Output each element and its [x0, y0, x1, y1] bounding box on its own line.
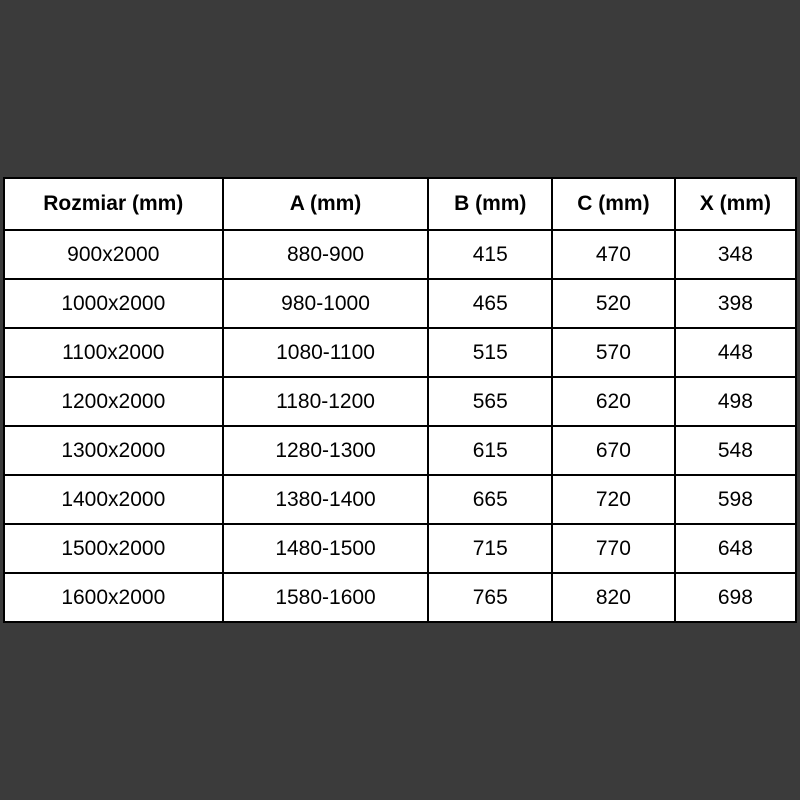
- table-cell: 1100x2000: [4, 328, 223, 377]
- table-cell: 900x2000: [4, 230, 223, 279]
- column-header: B (mm): [428, 178, 552, 230]
- table-cell: 415: [428, 230, 552, 279]
- table-cell: 1080-1100: [223, 328, 429, 377]
- table-cell: 470: [552, 230, 675, 279]
- table-cell: 548: [675, 426, 796, 475]
- table-body: [4, 230, 796, 622]
- table-cell: 698: [675, 573, 796, 622]
- table-cell: 565: [428, 377, 552, 426]
- table-cell: 1600x2000: [4, 573, 223, 622]
- table-cell: 648: [675, 524, 796, 573]
- table-cell: 980-1000: [223, 279, 429, 328]
- table-cell: 1500x2000: [4, 524, 223, 573]
- table-cell: 770: [552, 524, 675, 573]
- table-cell: 448: [675, 328, 796, 377]
- table-cell: 715: [428, 524, 552, 573]
- column-header: A (mm): [223, 178, 429, 230]
- table-row: [4, 524, 796, 573]
- table-row: [4, 377, 796, 426]
- table-cell: 515: [428, 328, 552, 377]
- table-row: [4, 475, 796, 524]
- table-cell: 1580-1600: [223, 573, 429, 622]
- table-header-row: [4, 178, 796, 230]
- size-spec-table-container: [3, 177, 797, 618]
- table-row: [4, 426, 796, 475]
- table-row: [4, 328, 796, 377]
- table-cell: 498: [675, 377, 796, 426]
- table-cell: 880-900: [223, 230, 429, 279]
- table-cell: 670: [552, 426, 675, 475]
- table-cell: 1480-1500: [223, 524, 429, 573]
- table-cell: 1000x2000: [4, 279, 223, 328]
- size-spec-table: [3, 177, 797, 623]
- column-header: X (mm): [675, 178, 796, 230]
- table-cell: 720: [552, 475, 675, 524]
- table-cell: 1280-1300: [223, 426, 429, 475]
- table-cell: 1180-1200: [223, 377, 429, 426]
- table-cell: 598: [675, 475, 796, 524]
- table-row: [4, 230, 796, 279]
- table-cell: 1380-1400: [223, 475, 429, 524]
- table-cell: 615: [428, 426, 552, 475]
- column-header: Rozmiar (mm): [4, 178, 223, 230]
- table-cell: 1300x2000: [4, 426, 223, 475]
- table-cell: 570: [552, 328, 675, 377]
- table-cell: 1200x2000: [4, 377, 223, 426]
- table-cell: 665: [428, 475, 552, 524]
- table-row: [4, 279, 796, 328]
- table-cell: 520: [552, 279, 675, 328]
- table-cell: 820: [552, 573, 675, 622]
- table-cell: 348: [675, 230, 796, 279]
- column-header: C (mm): [552, 178, 675, 230]
- table-cell: 765: [428, 573, 552, 622]
- table-cell: 620: [552, 377, 675, 426]
- table-cell: 1400x2000: [4, 475, 223, 524]
- table-row: [4, 573, 796, 622]
- table-cell: 398: [675, 279, 796, 328]
- table-cell: 465: [428, 279, 552, 328]
